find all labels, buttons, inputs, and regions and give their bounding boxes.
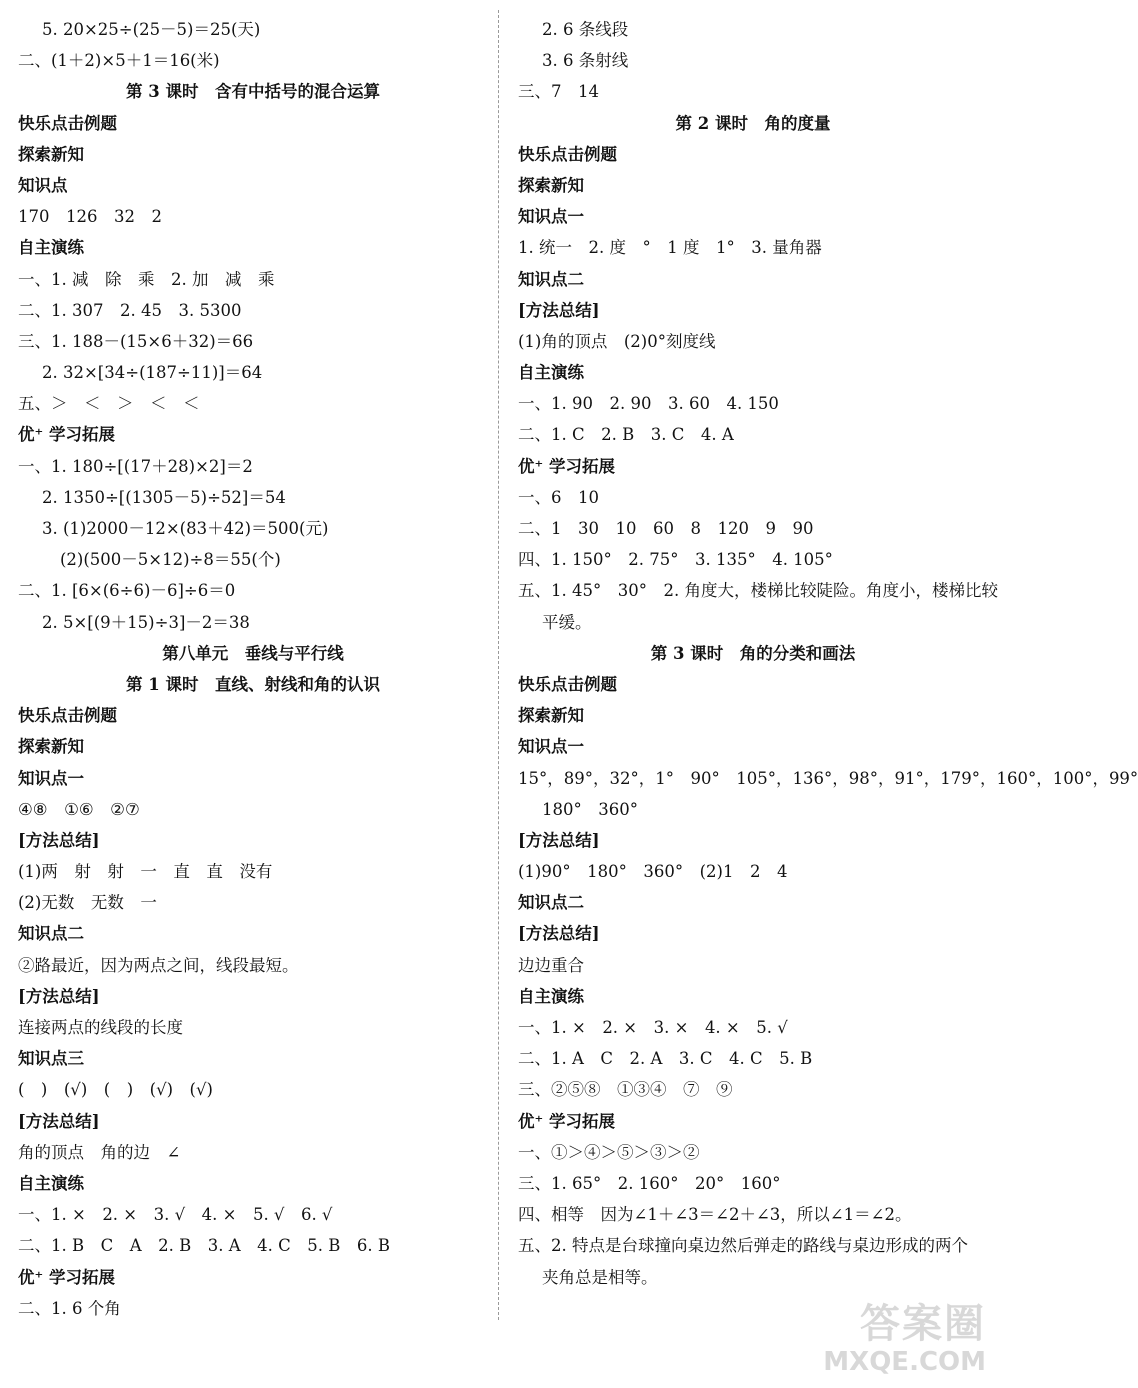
left-answer-line: 一、1. × 2. × 3. √ 4. × 5. √ 6. √	[18, 1205, 333, 1225]
right-answer-line: (1)90° 180° 360° (2)1 2 4	[518, 862, 788, 882]
left-answer-line: 3. (1)2000－12×(83＋42)＝500(元)	[42, 519, 329, 538]
left-answer-line: (2)无数 无数 一	[18, 893, 157, 913]
right-heading: 探索新知	[518, 175, 584, 195]
right-heading: 知识点一	[518, 207, 584, 227]
column-divider	[498, 10, 499, 1320]
right-answer-line: 三、1. 65° 2. 160° 20° 160°	[518, 1173, 781, 1193]
right-answer-line: (1)角的顶点 (2)0°刻度线	[518, 331, 716, 351]
right-section-title: 第 3 课时 角的分类和画法	[650, 643, 856, 663]
right-heading: 自主演练	[518, 986, 584, 1006]
watermark-en: MXQE.COM	[823, 1347, 986, 1377]
right-heading: 知识点二	[518, 269, 584, 289]
left-heading: 快乐点击例题	[18, 113, 117, 133]
watermark-cn: 答案圈	[860, 1300, 986, 1347]
left-section-title: 第 3 课时 含有中括号的混合运算	[126, 82, 380, 102]
right-heading: 自主演练	[518, 363, 584, 383]
left-answer-line: 二、1. B C A 2. B 3. A 4. C 5. B 6. B	[18, 1236, 391, 1256]
right-answer-line: 一、①＞④＞⑤＞③＞②	[518, 1142, 700, 1162]
right-heading: 快乐点击例题	[518, 144, 617, 164]
left-answer-line: 三、1. 188－(15×6＋32)＝66	[18, 331, 254, 351]
left-answer-line: 五、＞ ＜ ＞ ＜ ＜	[18, 394, 200, 414]
left-answer-line: 2. 32×[34÷(187÷11)]＝64	[42, 363, 263, 383]
left-heading: [方法总结]	[18, 1111, 100, 1131]
left-answer-line: 二、(1＋2)×5＋1＝16(米)	[18, 51, 220, 71]
left-answer-line: 2. 5×[(9＋15)÷3]－2＝38	[42, 612, 250, 632]
left-heading: 知识点	[18, 175, 68, 195]
right-answer-line: 一、1. × 2. × 3. × 4. × 5. √	[518, 1018, 788, 1037]
watermark	[796, 1300, 986, 1380]
right-answer-line: 四、1. 150° 2. 75° 3. 135° 4. 105°	[518, 550, 833, 570]
left-answer-line: (2)(500－5×12)÷8＝55(个)	[60, 550, 281, 570]
right-answer-line: 平缓。	[542, 612, 592, 632]
left-heading: [方法总结]	[18, 986, 100, 1006]
right-answer-line: 一、6 10	[518, 487, 599, 507]
right-answer-line: 五、1. 45° 30° 2. 角度大，楼梯比较陡险。角度小，楼梯比较	[518, 581, 998, 601]
right-answer-line: 二、1 30 10 60 8 120 9 90	[518, 519, 814, 538]
right-answer-line: 2. 6 条线段	[542, 20, 629, 39]
right-answer-line: 五、2. 特点是台球撞向桌边然后弹走的路线与桌边形成的两个	[518, 1236, 968, 1256]
left-heading: 优⁺ 学习拓展	[18, 1267, 115, 1287]
left-answer-line: 连接两点的线段的长度	[18, 1018, 183, 1037]
right-heading: 知识点二	[518, 893, 584, 913]
left-section-title: 第 1 课时 直线、射线和角的认识	[126, 674, 380, 694]
left-answer-line: 二、1. [6×(6÷6)－6]÷6＝0	[18, 581, 236, 601]
left-heading: 探索新知	[18, 144, 84, 164]
left-answer-line: ②路最近，因为两点之间，线段最短。	[18, 955, 299, 975]
right-column	[518, 14, 1138, 1293]
right-heading: [方法总结]	[518, 300, 600, 320]
left-answer-line: (1)两 射 射 一 直 直 没有	[18, 862, 273, 882]
right-heading: 快乐点击例题	[518, 674, 617, 694]
right-answer-line: 180° 360°	[542, 799, 638, 819]
left-heading: 优⁺ 学习拓展	[18, 425, 115, 445]
left-answer-line: 一、1. 减 除 乘 2. 加 减 乘	[18, 269, 275, 289]
right-answer-line: 3. 6 条射线	[542, 51, 629, 71]
left-heading: 探索新知	[18, 737, 84, 757]
right-heading: 优⁺ 学习拓展	[518, 456, 615, 476]
right-answer-line: 1. 统一 2. 度 ° 1 度 1° 3. 量角器	[518, 238, 822, 258]
left-answer-line: 170 126 32 2	[18, 207, 162, 227]
left-heading: 自主演练	[18, 1173, 84, 1193]
left-heading: 快乐点击例题	[18, 706, 117, 726]
left-heading: 知识点三	[18, 1049, 84, 1069]
left-answer-line: 5. 20×25÷(25－5)＝25(天)	[42, 20, 261, 39]
right-answer-line: 四、相等 因为∠1＋∠3＝∠2＋∠3，所以∠1＝∠2。	[518, 1205, 912, 1225]
right-answer-line: 边边重合	[518, 955, 584, 975]
left-heading: 知识点一	[18, 768, 84, 788]
right-heading: [方法总结]	[518, 830, 600, 850]
right-heading: 优⁺ 学习拓展	[518, 1111, 615, 1131]
left-answer-line: 角的顶点 角的边 ∠	[18, 1142, 181, 1162]
right-answer-line: 二、1. A C 2. A 3. C 4. C 5. B	[518, 1049, 813, 1069]
left-answer-line: 二、1. 6 个角	[18, 1298, 121, 1318]
left-column	[18, 14, 488, 1324]
left-answer-line: 二、1. 307 2. 45 3. 5300	[18, 300, 242, 320]
right-heading: [方法总结]	[518, 924, 600, 944]
right-answer-line: 一、1. 90 2. 90 3. 60 4. 150	[518, 394, 779, 414]
right-section-title: 第 2 课时 角的度量	[675, 113, 831, 133]
left-answer-line: 一、1. 180÷[(17＋28)×2]＝2	[18, 456, 253, 476]
left-heading: [方法总结]	[18, 830, 100, 850]
right-answer-line: 三、7 14	[518, 82, 599, 102]
left-answer-line: 2. 1350÷[(1305－5)÷52]＝54	[42, 487, 286, 507]
right-answer-line: 二、1. C 2. B 3. C 4. A	[518, 425, 734, 445]
left-heading: 自主演练	[18, 238, 84, 258]
right-heading: 探索新知	[518, 706, 584, 726]
left-section-title: 第八单元 垂线与平行线	[162, 643, 344, 663]
right-answer-line: 15°，89°，32°，1° 90° 105°，136°，98°，91°，179°，160°，100°，99°	[518, 768, 1138, 788]
left-heading: 知识点二	[18, 924, 84, 944]
right-heading: 知识点一	[518, 737, 584, 757]
right-answer-line: 三、②⑤⑧ ①③④ ⑦ ⑨	[518, 1080, 733, 1100]
left-answer-line: ④⑧ ①⑥ ②⑦	[18, 799, 140, 819]
right-answer-line: 夹角总是相等。	[542, 1267, 658, 1287]
left-answer-line: ( ) (√) ( ) (√) (√)	[18, 1080, 213, 1100]
